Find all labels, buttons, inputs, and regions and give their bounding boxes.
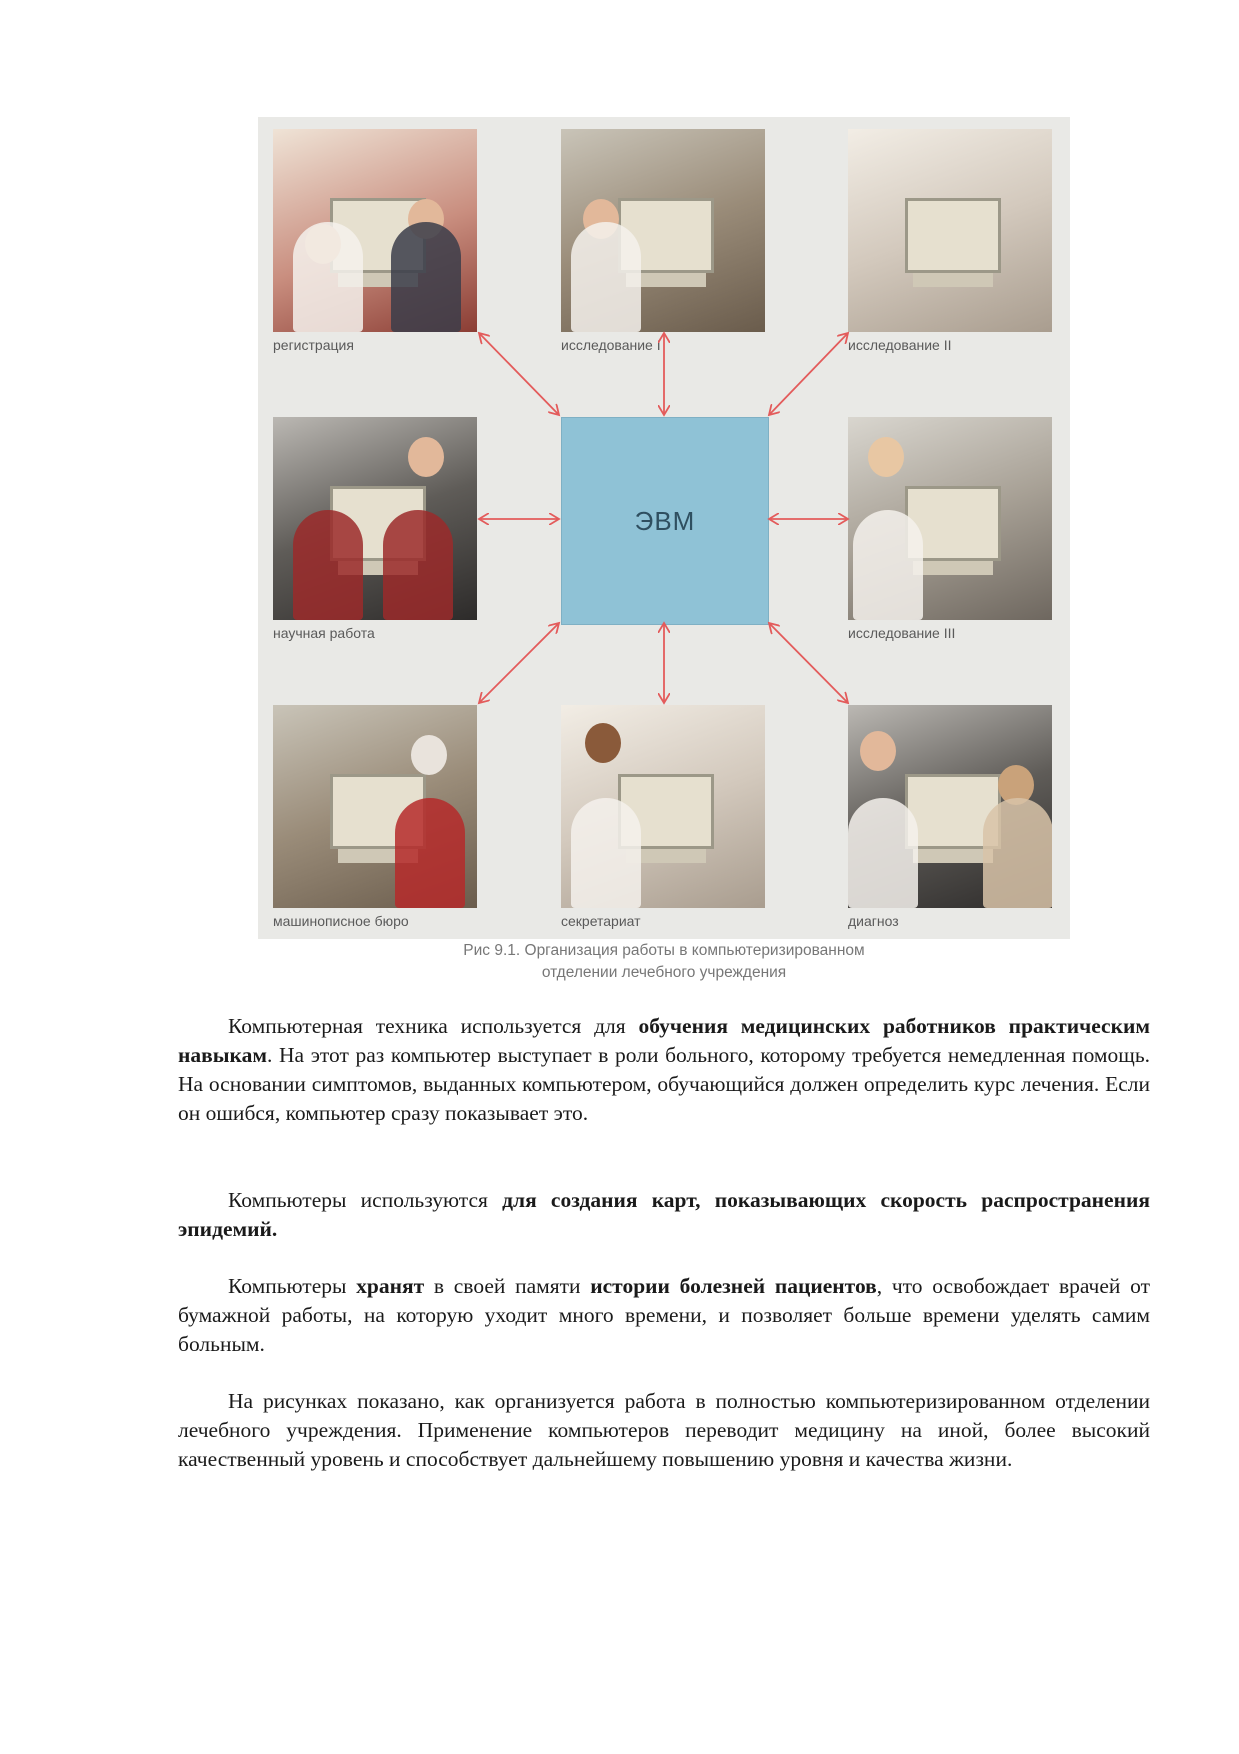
p3-text-a: Компьютеры [228,1274,357,1298]
p2-text-a: Компьютеры используются [228,1188,503,1212]
arrow-typing-office [479,623,559,703]
p2-bold: для создания карт, показывающих скорость распространения эпидемий. [178,1188,1151,1241]
figure-caption [258,940,1070,984]
computerized-department-figure [258,117,1070,939]
figure-caption-line-2: отделении лечебного учреждения [541,964,787,981]
caption-scientific-work: научная работа [273,625,375,641]
arrow-registration [479,333,559,415]
arrow-research-2 [769,333,848,415]
caption-registration: регистрация [273,337,354,353]
caption-research-3: исследование III [848,625,956,641]
p3-bold-1: хранят [356,1274,425,1298]
p3-text-c: в своей памяти [424,1274,591,1298]
p1-text-c: . На этот раз компьютер выступает в роли больного, которому требуется немедленная помощь. На основании симптомов, выданных компьютером, обучающийся должен определить курс лечения. Если он ошибся, компьютер сразу показывает это. [178,1043,1150,1125]
paragraph-training [178,1012,1150,1128]
caption-research-2: исследование II [848,337,952,353]
figure-caption-line-1: Рис 9.1. Организация работы в компьютеризированном [463,942,865,959]
arrow-diagnosis [769,623,848,703]
p1-bold: обучения медицинских работников практическим навыкам [178,1014,1151,1067]
paragraph-summary [178,1387,1150,1474]
caption-diagnosis: диагноз [848,913,899,929]
paragraph-patient-records [178,1272,1150,1359]
caption-typing-office: машинописное бюро [273,913,409,929]
connection-arrows [258,117,1070,939]
caption-secretariat: секретариат [561,913,641,929]
p3-bold-2: истории болезней пациентов [590,1274,877,1298]
caption-research-1: исследование I [561,337,661,353]
evm-label: ЭВМ [634,505,696,536]
p3-text-e: , что освобождает врачей от бумажной работы, на которую уходит много времени, и позволяет больше времени уделять самим больным. [178,1274,1150,1356]
p4-text: На рисунках показано, как организуется работа в полностью компьютеризированном отделении лечебного учреждения. Применение компьютеров переводит медицину на иной, более высокий качественный уровень и способствует дальнейшему повышению уровня и качества жизни. [178,1389,1150,1471]
paragraph-epidemic-maps [178,1186,1150,1244]
p1-text-a: Компьютерная техника используется для [228,1014,639,1038]
